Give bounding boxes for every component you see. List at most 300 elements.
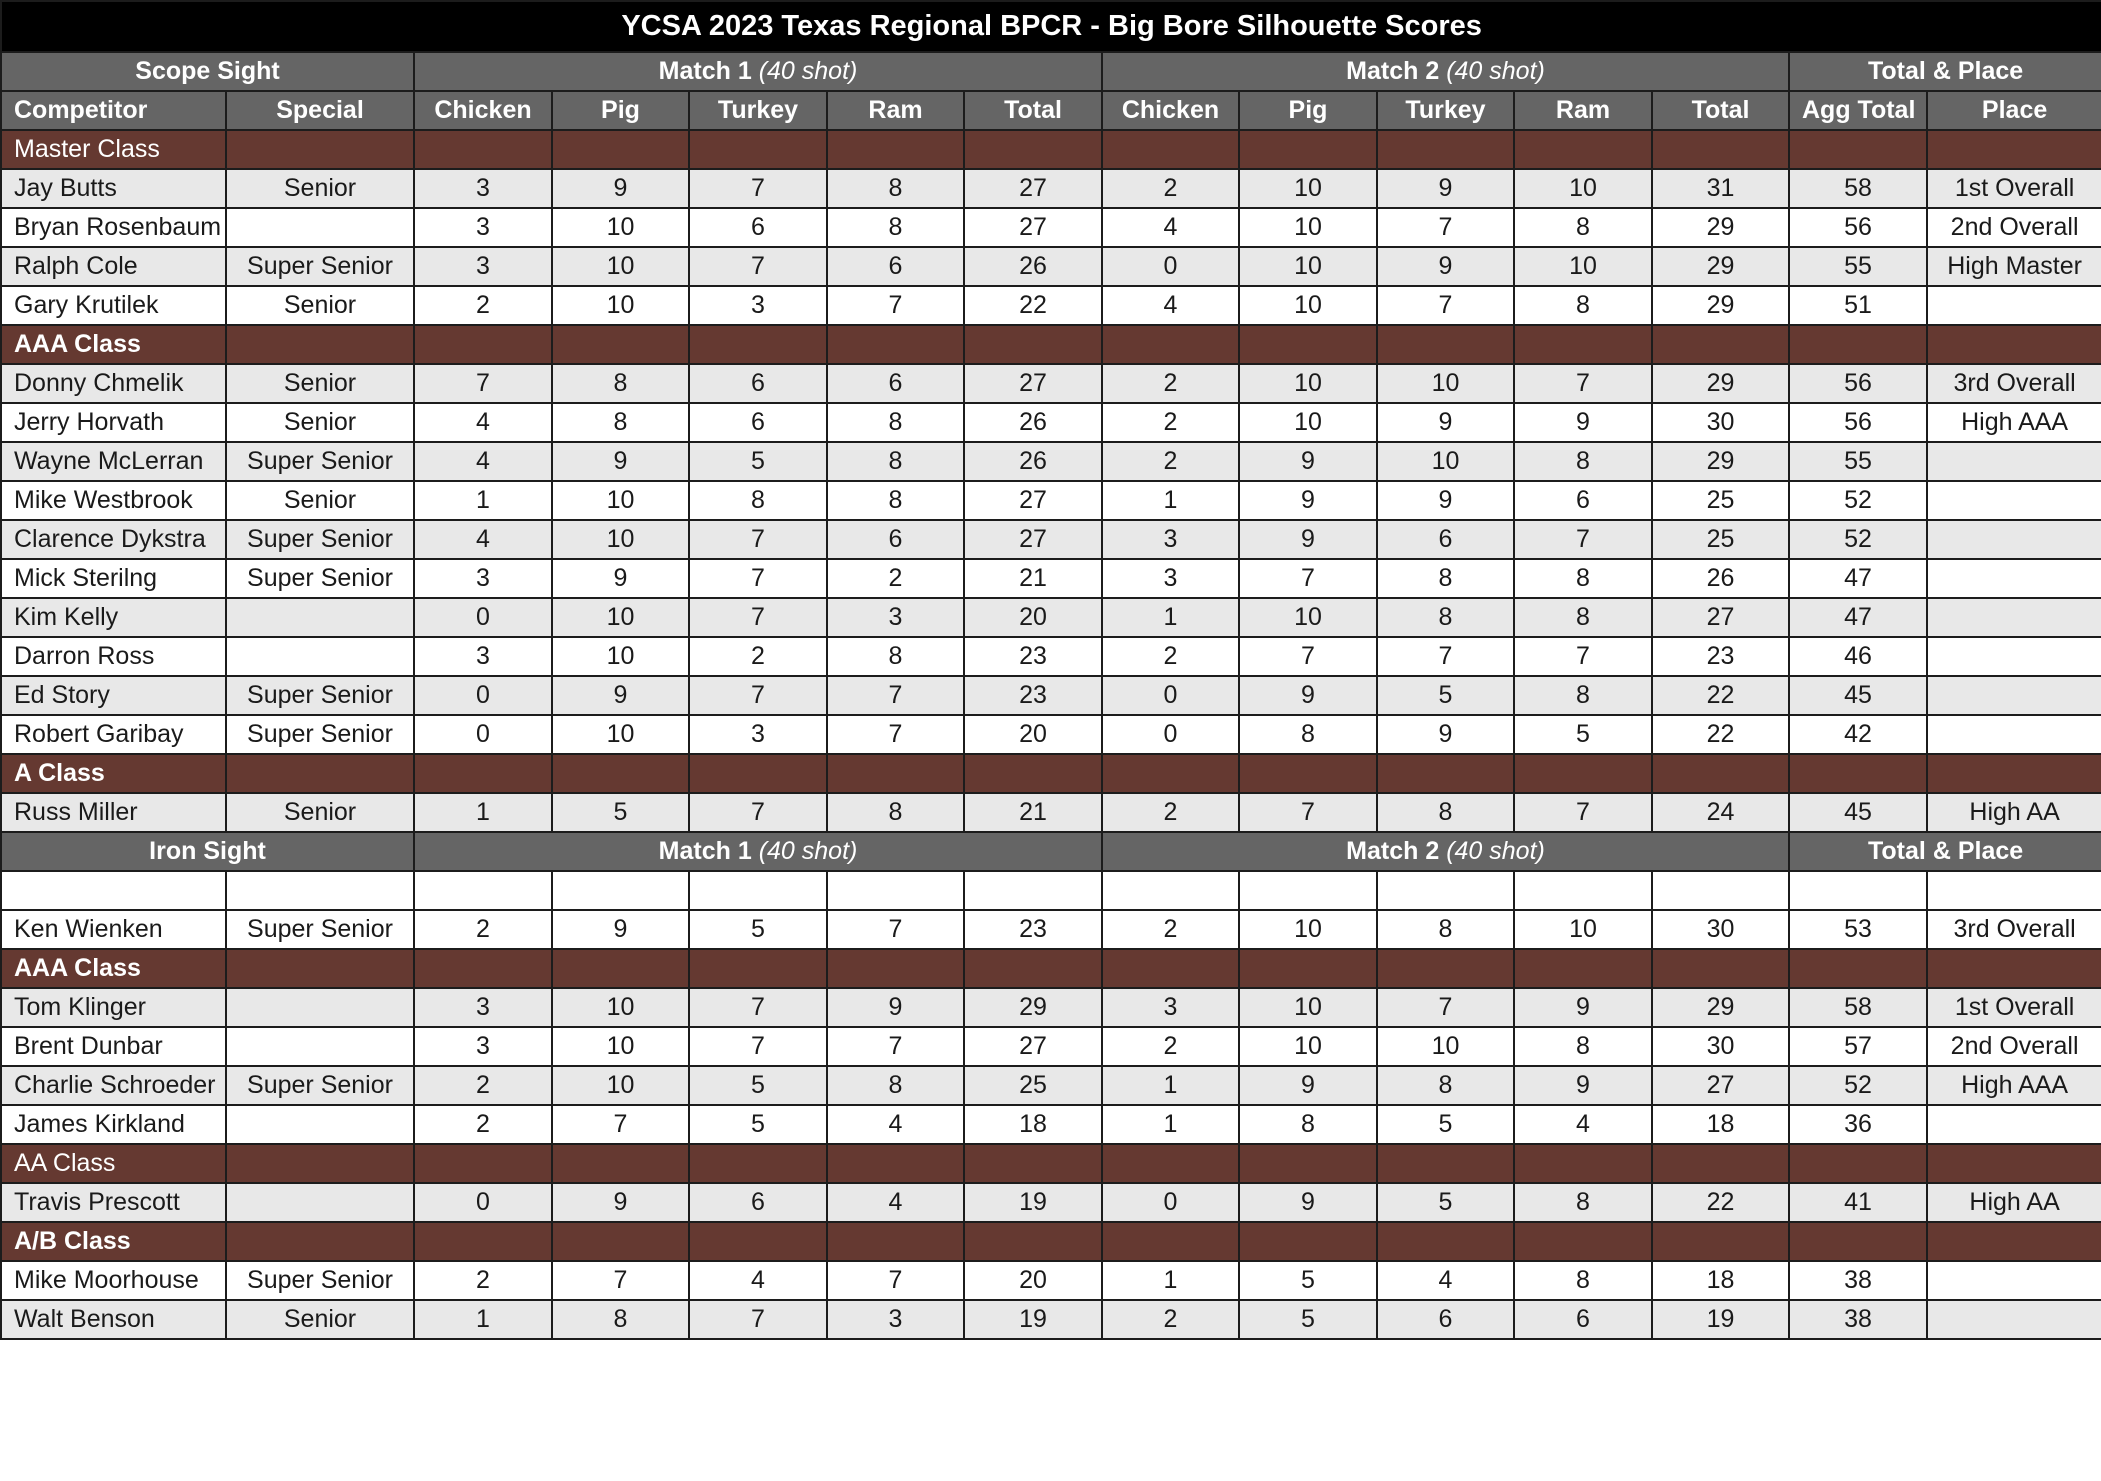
class-row-cell (414, 130, 552, 169)
m2-chicken: 2 (1102, 1027, 1239, 1066)
m2-chicken: 1 (1102, 1105, 1239, 1144)
m2-pig: 10 (1239, 403, 1377, 442)
m1-chicken: 2 (414, 1261, 552, 1300)
class-row-cell (1927, 1222, 2101, 1261)
place-cell: 3rd Overall (1927, 910, 2101, 949)
competitor-name: Bryan Rosenbaum (1, 208, 226, 247)
m2-total: 27 (1652, 598, 1789, 637)
class-row-cell (964, 949, 1102, 988)
class-row-cell (1789, 130, 1927, 169)
table-row (1, 403, 2101, 442)
class-row-cell (827, 1222, 964, 1261)
agg-total: 58 (1789, 988, 1927, 1027)
m2-total: 22 (1652, 1183, 1789, 1222)
m2-chicken: 4 (1102, 286, 1239, 325)
m2-chicken: 2 (1102, 793, 1239, 832)
class-row-cell (964, 1222, 1102, 1261)
m2-pig: 10 (1239, 988, 1377, 1027)
m2-turkey: 9 (1377, 403, 1514, 442)
special-cell: Senior (226, 793, 414, 832)
m1-total: 20 (964, 598, 1102, 637)
m1-chicken: 3 (414, 1027, 552, 1066)
class-row-cell (1377, 949, 1514, 988)
m2-total: 24 (1652, 793, 1789, 832)
class-row-cell (1789, 754, 1927, 793)
class-row (1, 949, 2101, 988)
class-row (1, 871, 2101, 910)
agg-total: 46 (1789, 637, 1927, 676)
m1-chicken: 3 (414, 208, 552, 247)
m2-total: 30 (1652, 910, 1789, 949)
competitor-name: Charlie Schroeder (1, 1066, 226, 1105)
class-row-cell (1514, 1222, 1652, 1261)
competitor-name: Jerry Horvath (1, 403, 226, 442)
class-row-cell (1514, 1144, 1652, 1183)
m1-total: 27 (964, 520, 1102, 559)
m1-ram: 6 (827, 520, 964, 559)
m1-chicken: 2 (414, 1105, 552, 1144)
m1-ram: 7 (827, 676, 964, 715)
competitor-name: Darron Ross (1, 637, 226, 676)
special-cell: Super Senior (226, 1261, 414, 1300)
m1-chicken: 2 (414, 910, 552, 949)
m2-chicken: 1 (1102, 598, 1239, 637)
class-row-cell (552, 754, 689, 793)
m2-pig: 10 (1239, 208, 1377, 247)
col-m2-pig: Pig (1239, 91, 1377, 130)
m2-total: 19 (1652, 1300, 1789, 1339)
table-row (1, 637, 2101, 676)
competitor-name: Gary Krutilek (1, 286, 226, 325)
m2-pig: 9 (1239, 1183, 1377, 1222)
m1-total: 26 (964, 247, 1102, 286)
class-row-cell (1652, 754, 1789, 793)
class-row-cell (226, 949, 414, 988)
m1-turkey: 7 (689, 598, 827, 637)
agg-total: 55 (1789, 247, 1927, 286)
table-row (1, 442, 2101, 481)
class-row-cell (552, 1222, 689, 1261)
m2-ram: 8 (1514, 1183, 1652, 1222)
m2-ram: 7 (1514, 520, 1652, 559)
m2-pig: 9 (1239, 481, 1377, 520)
m2-ram: 8 (1514, 1027, 1652, 1066)
m1-total: 27 (964, 208, 1102, 247)
m2-pig: 10 (1239, 247, 1377, 286)
special-cell: Senior (226, 286, 414, 325)
m1-pig: 9 (552, 559, 689, 598)
special-cell: Super Senior (226, 676, 414, 715)
class-row-cell (1102, 130, 1239, 169)
competitor-name: Ralph Cole (1, 247, 226, 286)
m1-ram: 9 (827, 988, 964, 1027)
competitor-name: Ken Wienken (1, 910, 226, 949)
col-m1-pig: Pig (552, 91, 689, 130)
m1-ram: 7 (827, 1027, 964, 1066)
m1-turkey: 6 (689, 403, 827, 442)
class-row-cell (1102, 325, 1239, 364)
special-cell: Super Senior (226, 247, 414, 286)
m1-ram: 8 (827, 793, 964, 832)
m1-turkey: 8 (689, 481, 827, 520)
m1-total: 27 (964, 1027, 1102, 1066)
m1-pig: 10 (552, 1066, 689, 1105)
m2-turkey: 5 (1377, 1105, 1514, 1144)
m2-turkey: 10 (1377, 364, 1514, 403)
m1-turkey: 7 (689, 676, 827, 715)
m2-pig: 5 (1239, 1261, 1377, 1300)
special-cell (226, 1105, 414, 1144)
class-row-cell (1377, 1222, 1514, 1261)
special-cell (226, 598, 414, 637)
place-cell (1927, 559, 2101, 598)
m1-turkey: 7 (689, 559, 827, 598)
m2-chicken: 2 (1102, 637, 1239, 676)
class-row-cell (1514, 325, 1652, 364)
m2-ram: 8 (1514, 286, 1652, 325)
class-row-cell (226, 1144, 414, 1183)
m1-total: 19 (964, 1183, 1102, 1222)
competitor-name: Mike Westbrook (1, 481, 226, 520)
agg-total: 47 (1789, 598, 1927, 637)
m2-turkey: 6 (1377, 1300, 1514, 1339)
m2-turkey: 5 (1377, 676, 1514, 715)
class-label: A Class (1, 754, 226, 793)
class-row-cell (226, 754, 414, 793)
m1-turkey: 7 (689, 169, 827, 208)
competitor-name: Robert Garibay (1, 715, 226, 754)
m2-pig: 10 (1239, 364, 1377, 403)
m1-total: 23 (964, 676, 1102, 715)
m2-pig: 10 (1239, 598, 1377, 637)
scope-match2-header (1102, 52, 1789, 91)
m2-chicken: 0 (1102, 247, 1239, 286)
m2-total: 31 (1652, 169, 1789, 208)
m2-ram: 8 (1514, 442, 1652, 481)
agg-total: 52 (1789, 520, 1927, 559)
match2-shot-note: (40 shot) (1446, 57, 1545, 85)
agg-total: 36 (1789, 1105, 1927, 1144)
special-cell: Senior (226, 403, 414, 442)
m2-pig: 9 (1239, 676, 1377, 715)
m2-ram: 6 (1514, 1300, 1652, 1339)
class-row-cell (964, 1144, 1102, 1183)
class-row-cell (827, 871, 964, 910)
m2-chicken: 0 (1102, 715, 1239, 754)
place-cell: High AA (1927, 793, 2101, 832)
m2-chicken: 3 (1102, 559, 1239, 598)
m1-total: 27 (964, 169, 1102, 208)
m2-ram: 7 (1514, 793, 1652, 832)
m2-total: 29 (1652, 442, 1789, 481)
table-row (1, 1261, 2101, 1300)
m2-chicken: 0 (1102, 676, 1239, 715)
class-row-cell (1789, 1144, 1927, 1183)
m2-chicken: 2 (1102, 403, 1239, 442)
m1-pig: 10 (552, 520, 689, 559)
m1-pig: 10 (552, 286, 689, 325)
table-row (1, 598, 2101, 637)
special-cell: Senior (226, 169, 414, 208)
class-row-cell (1102, 1144, 1239, 1183)
special-cell (226, 1183, 414, 1222)
m1-chicken: 3 (414, 559, 552, 598)
m2-pig: 8 (1239, 1105, 1377, 1144)
class-row-cell (1239, 130, 1377, 169)
class-row-cell (1652, 1222, 1789, 1261)
class-label: AAA Class (1, 325, 226, 364)
scope-group-header (1, 52, 2101, 91)
m1-ram: 7 (827, 1261, 964, 1300)
col-m2-turkey: Turkey (1377, 91, 1514, 130)
match2-label: Match 2 (1346, 837, 1440, 865)
place-cell: High AA (1927, 1183, 2101, 1222)
m2-total: 29 (1652, 208, 1789, 247)
m1-turkey: 5 (689, 1105, 827, 1144)
m2-total: 22 (1652, 676, 1789, 715)
agg-total: 38 (1789, 1300, 1927, 1339)
m1-chicken: 0 (414, 598, 552, 637)
m2-pig: 10 (1239, 169, 1377, 208)
table-row (1, 1066, 2101, 1105)
m2-turkey: 4 (1377, 1261, 1514, 1300)
col-m1-ram: Ram (827, 91, 964, 130)
m2-turkey: 9 (1377, 715, 1514, 754)
m1-total: 25 (964, 1066, 1102, 1105)
class-row-cell (1789, 1222, 1927, 1261)
place-label: Place (1957, 837, 2024, 865)
place-cell: High Master (1927, 247, 2101, 286)
col-m2-total: Total (1652, 91, 1789, 130)
place-cell (1927, 286, 2101, 325)
special-cell (226, 637, 414, 676)
match1-shot-note: (40 shot) (758, 57, 858, 85)
special-cell (226, 1027, 414, 1066)
m2-pig: 5 (1239, 1300, 1377, 1339)
m2-turkey: 6 (1377, 520, 1514, 559)
class-row-cell (1377, 754, 1514, 793)
class-row-cell (1652, 325, 1789, 364)
special-cell: Super Senior (226, 559, 414, 598)
match1-shot-note: (40 shot) (758, 837, 858, 865)
class-row-cell (689, 949, 827, 988)
special-cell (226, 208, 414, 247)
m2-chicken: 4 (1102, 208, 1239, 247)
m1-turkey: 5 (689, 442, 827, 481)
m1-turkey: 7 (689, 1300, 827, 1339)
m1-ram: 7 (827, 910, 964, 949)
m1-total: 20 (964, 1261, 1102, 1300)
competitor-name: Brent Dunbar (1, 1027, 226, 1066)
place-cell (1927, 715, 2101, 754)
iron-group-header (1, 832, 2101, 871)
m2-chicken: 1 (1102, 1261, 1239, 1300)
m2-ram: 7 (1514, 637, 1652, 676)
m1-ram: 8 (827, 1066, 964, 1105)
match1-label: Match 1 (658, 57, 752, 85)
iron-match1-header (414, 832, 1102, 871)
m2-total: 22 (1652, 715, 1789, 754)
place-cell (1927, 520, 2101, 559)
m2-total: 18 (1652, 1105, 1789, 1144)
place-label: Place (1957, 57, 2024, 85)
table-row (1, 793, 2101, 832)
table-row (1, 676, 2101, 715)
scope-total-place-header (1789, 52, 2101, 91)
m2-pig: 7 (1239, 793, 1377, 832)
m1-pig: 10 (552, 598, 689, 637)
m2-chicken: 2 (1102, 364, 1239, 403)
place-cell (1927, 1300, 2101, 1339)
m1-pig: 9 (552, 169, 689, 208)
m2-ram: 9 (1514, 403, 1652, 442)
m2-chicken: 2 (1102, 169, 1239, 208)
m1-pig: 10 (552, 988, 689, 1027)
class-row-cell (1927, 325, 2101, 364)
class-row-cell (414, 1144, 552, 1183)
m1-chicken: 0 (414, 676, 552, 715)
place-cell: High AAA (1927, 1066, 2101, 1105)
m1-turkey: 3 (689, 715, 827, 754)
place-cell (1927, 676, 2101, 715)
class-row (1, 754, 2101, 793)
m2-turkey: 8 (1377, 793, 1514, 832)
class-row-cell (1652, 871, 1789, 910)
table-row (1, 247, 2101, 286)
class-row-cell (964, 130, 1102, 169)
class-row-cell (689, 1144, 827, 1183)
table-row (1, 169, 2101, 208)
m1-turkey: 6 (689, 364, 827, 403)
match1-label: Match 1 (658, 837, 752, 865)
class-row-cell (1927, 754, 2101, 793)
agg-total: 58 (1789, 169, 1927, 208)
m2-ram: 7 (1514, 364, 1652, 403)
m1-ram: 7 (827, 286, 964, 325)
competitor-name: Clarence Dykstra (1, 520, 226, 559)
class-row-cell (689, 325, 827, 364)
m2-ram: 9 (1514, 988, 1652, 1027)
m2-chicken: 0 (1102, 1183, 1239, 1222)
class-row-cell (964, 325, 1102, 364)
m1-turkey: 7 (689, 1027, 827, 1066)
place-cell (1927, 442, 2101, 481)
place-cell: 2nd Overall (1927, 208, 2101, 247)
m1-ram: 8 (827, 208, 964, 247)
m2-pig: 7 (1239, 559, 1377, 598)
m2-total: 27 (1652, 1066, 1789, 1105)
class-row (1, 325, 2101, 364)
m1-pig: 8 (552, 403, 689, 442)
m1-chicken: 4 (414, 520, 552, 559)
class-row-cell (414, 325, 552, 364)
m2-total: 25 (1652, 481, 1789, 520)
m1-ram: 4 (827, 1183, 964, 1222)
class-row-cell (689, 1222, 827, 1261)
m2-turkey: 10 (1377, 1027, 1514, 1066)
m1-total: 23 (964, 910, 1102, 949)
class-row-cell (1102, 871, 1239, 910)
class-row (1, 1144, 2101, 1183)
m1-chicken: 1 (414, 793, 552, 832)
class-row-cell (689, 130, 827, 169)
class-row-cell (552, 130, 689, 169)
m1-pig: 9 (552, 676, 689, 715)
agg-total: 52 (1789, 481, 1927, 520)
m1-turkey: 2 (689, 637, 827, 676)
m1-total: 19 (964, 1300, 1102, 1339)
m1-pig: 10 (552, 1027, 689, 1066)
class-row-cell (1239, 949, 1377, 988)
col-m1-chicken: Chicken (414, 91, 552, 130)
class-row-cell (414, 754, 552, 793)
m2-total: 29 (1652, 364, 1789, 403)
class-label: Master (1, 871, 226, 910)
m1-total: 29 (964, 988, 1102, 1027)
m1-ram: 6 (827, 247, 964, 286)
competitor-name: Donny Chmelik (1, 364, 226, 403)
competitor-name: Wayne McLerran (1, 442, 226, 481)
m1-ram: 2 (827, 559, 964, 598)
table-row (1, 1027, 2101, 1066)
m1-pig: 8 (552, 364, 689, 403)
scope-sight-header: Scope Sight (1, 52, 414, 91)
m1-total: 27 (964, 364, 1102, 403)
m2-turkey: 8 (1377, 910, 1514, 949)
class-row-cell (1652, 1144, 1789, 1183)
table-row (1, 988, 2101, 1027)
m2-pig: 10 (1239, 1027, 1377, 1066)
class-label: AAA Class (1, 949, 226, 988)
m2-ram: 8 (1514, 1261, 1652, 1300)
m2-total: 26 (1652, 559, 1789, 598)
m1-chicken: 4 (414, 403, 552, 442)
class-row-cell (1652, 130, 1789, 169)
m1-total: 21 (964, 793, 1102, 832)
class-label: Master Class (1, 130, 226, 169)
m1-turkey: 7 (689, 988, 827, 1027)
m1-ram: 3 (827, 598, 964, 637)
competitor-name: Ed Story (1, 676, 226, 715)
class-row-cell (1239, 754, 1377, 793)
special-cell: Super Senior (226, 520, 414, 559)
m2-ram: 10 (1514, 247, 1652, 286)
place-cell: 1st Overall (1927, 988, 2101, 1027)
m2-turkey: 7 (1377, 208, 1514, 247)
place-cell: 1st Overall (1927, 169, 2101, 208)
m2-ram: 9 (1514, 1066, 1652, 1105)
class-row-cell (1789, 325, 1927, 364)
agg-total: 53 (1789, 910, 1927, 949)
m2-chicken: 3 (1102, 988, 1239, 1027)
place-cell (1927, 1105, 2101, 1144)
m1-pig: 10 (552, 637, 689, 676)
place-cell: 3rd Overall (1927, 364, 2101, 403)
ampersand: & (1932, 837, 1951, 865)
special-cell: Super Senior (226, 1066, 414, 1105)
m2-total: 30 (1652, 1027, 1789, 1066)
m2-turkey: 10 (1377, 442, 1514, 481)
competitor-name: Walt Benson (1, 1300, 226, 1339)
m1-pig: 7 (552, 1105, 689, 1144)
m2-total: 23 (1652, 637, 1789, 676)
class-row-cell (827, 130, 964, 169)
class-row-cell (1239, 325, 1377, 364)
m1-chicken: 2 (414, 1066, 552, 1105)
table-row (1, 1300, 2101, 1339)
agg-total: 41 (1789, 1183, 1927, 1222)
class-row-cell (1927, 949, 2101, 988)
